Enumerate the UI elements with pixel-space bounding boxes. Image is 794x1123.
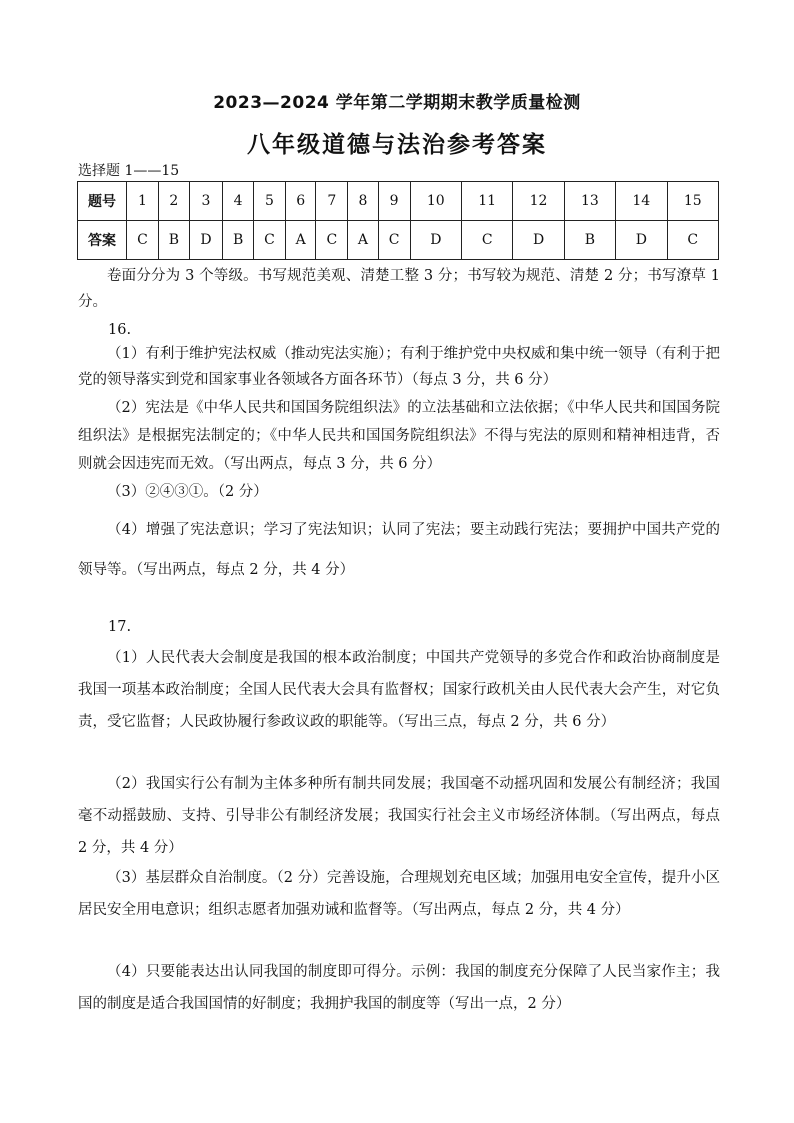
answer-key-title: 八年级道德与法治参考答案	[247, 132, 547, 158]
question-number-cell: 8	[348, 182, 378, 221]
answer-cell: A	[348, 221, 378, 260]
q17-answer-3: （3）基层群众自治制度。（2 分）完善设施，合理规划充电区域；加强用电安全宣传，提升小区居民安全用电意识；组织志愿者加强劝诫和监督等。（写出两点，每点 2 分，共 4 分）	[78, 870, 720, 918]
answer-cell: D	[410, 221, 461, 260]
question-number-cell: 11	[462, 182, 513, 221]
answer-table	[77, 181, 719, 260]
question-number-cell: 14	[616, 182, 667, 221]
q17-answer-2: （2）我国实行公有制为主体多种所有制共同发展；我国毫不动摇巩固和发展公有制经济；我国毫不动摇鼓励、支持、引导非公有制经济发展；我国实行社会主义市场经济体制。（写出两点，每点 2 分，共 4 分）	[78, 776, 720, 856]
answer-cell: B	[223, 221, 254, 260]
question-number-cell: 5	[254, 182, 286, 221]
question-number-row	[78, 182, 719, 221]
question-number-cell: 12	[513, 182, 564, 221]
q17-answer-1: （1）人民代表大会制度是我国的根本政治制度；中国共产党领导的多党合作和政治协商制度是我国一项基本政治制度；全国人民代表大会具有监督权；国家行政机关由人民代表大会产生，对它负责，受它监督；人民政协履行参政议政的职能等。（写出三点，每点 2 分，共 6 分）	[78, 650, 720, 730]
question-number-cell: 7	[316, 182, 348, 221]
question-number-header: 题号	[78, 182, 127, 221]
answer-cell: C	[462, 221, 513, 260]
q16-answer-3: （3）②④③①。（2 分）	[107, 484, 268, 500]
handwriting-scoring-note: 卷面分分为 3 个等级。书写规范美观、清楚工整 3 分；书写较为规范、清楚 2 分；书写潦草 1 分。	[78, 268, 720, 310]
choice-section-label: 选择题 1——15	[78, 163, 180, 179]
question-number-cell: 13	[564, 182, 615, 221]
answer-cell: C	[316, 221, 348, 260]
question-number-cell: 15	[667, 182, 719, 221]
question-number-cell: 4	[223, 182, 254, 221]
q16-answer-2: （2）宪法是《中华人民共和国国务院组织法》的立法基础和立法依据；《中华人民共和国国务院组织法》是根据宪法制定的；《中华人民共和国国务院组织法》不得与宪法的原则和精神相违背，否则就会因违宪而无效。（写出两点，每点 3 分，共 6 分）	[78, 400, 720, 472]
question-16-number: 16.	[108, 322, 132, 338]
answer-cell: C	[127, 221, 159, 260]
q16-answer-1: （1）有利于维护宪法权威（推动宪法实施）；有利于维护党中央权威和集中统一领导（有利于把党的领导落实到党和国家事业各领域各方面各环节）（每点 3 分，共 6 分）	[78, 346, 720, 388]
question-number-cell: 1	[127, 182, 159, 221]
answer-cell: B	[564, 221, 615, 260]
q17-answer-4: （4）只要能表达出认同我国的制度即可得分。示例：我国的制度充分保障了人民当家作主；我国的制度是适合我国国情的好制度；我拥护我国的制度等（写出一点，2 分）	[78, 964, 720, 1012]
answer-cell: D	[513, 221, 564, 260]
answer-cell: C	[378, 221, 410, 260]
exam-title: 2023—2024 学年第二学期期末教学质量检测	[213, 93, 581, 113]
question-number-cell: 6	[285, 182, 315, 221]
answer-cell: D	[189, 221, 222, 260]
question-number-cell: 10	[410, 182, 461, 221]
answer-cell: A	[285, 221, 315, 260]
answer-cell: C	[254, 221, 286, 260]
answer-header: 答案	[78, 221, 127, 260]
answer-cell: B	[158, 221, 189, 260]
question-17-number: 17.	[108, 619, 132, 635]
question-number-cell: 2	[158, 182, 189, 221]
q16-answer-4: （4）增强了宪法意识；学习了宪法知识；认同了宪法；要主动践行宪法；要拥护中国共产党的领导等。（写出两点，每点 2 分，共 4 分）	[78, 522, 720, 578]
answer-cell: C	[667, 221, 719, 260]
question-number-cell: 9	[378, 182, 410, 221]
answer-row	[78, 221, 719, 260]
question-number-cell: 3	[189, 182, 222, 221]
answer-cell: D	[616, 221, 667, 260]
